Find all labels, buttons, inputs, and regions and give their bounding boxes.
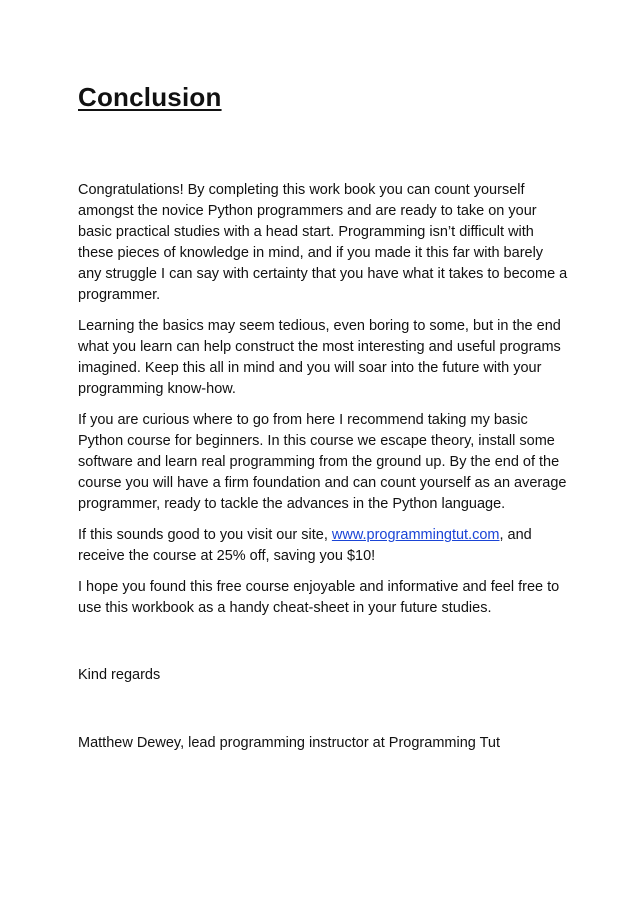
paragraph-congratulations: Congratulations! By completing this work book you can count yourself amongst the novice Python programmers and are ready to take on your basic practical studies with a head start. Programming isn’t difficult with these pieces of knowledge in mind, and if you made it this far with barely any struggle I can say with certainty that you have what it takes to become a programmer. bbox=[78, 182, 568, 303]
page-title: Conclusion bbox=[78, 82, 222, 112]
paragraph-offer bbox=[78, 525, 568, 567]
site-link[interactable]: www.programmingtut.com bbox=[331, 527, 500, 543]
offer-text-before: If this sounds good to you visit our site, bbox=[78, 527, 332, 543]
paragraph-final-note: I hope you found this free course enjoyable and informative and feel free to use this workbook as a handy cheat-sheet in your future studies. bbox=[78, 579, 560, 616]
offer-text-after: , and receive the course at 25% off, saving you $10! bbox=[78, 527, 532, 564]
signature-line: Matthew Dewey, lead programming instructor at Programming Tut bbox=[78, 735, 501, 751]
paragraph-next-steps: If you are curious where to go from here I recommend taking my basic Python course for beginners. In this course we escape theory, install some software and learn real programming from the ground up. By the end of the course you will have a firm foundation and can count yourself as an average programmer, ready to tackle the advances in the Python language. bbox=[78, 412, 567, 512]
document-page bbox=[78, 80, 568, 764]
closing-line: Kind regards bbox=[78, 667, 161, 683]
paragraph-learning-basics: Learning the basics may seem tedious, even boring to some, but in the end what you learn can help construct the most interesting and useful programs imagined. Keep this all in mind and you will soar into the future with your programming know-how. bbox=[78, 318, 561, 397]
